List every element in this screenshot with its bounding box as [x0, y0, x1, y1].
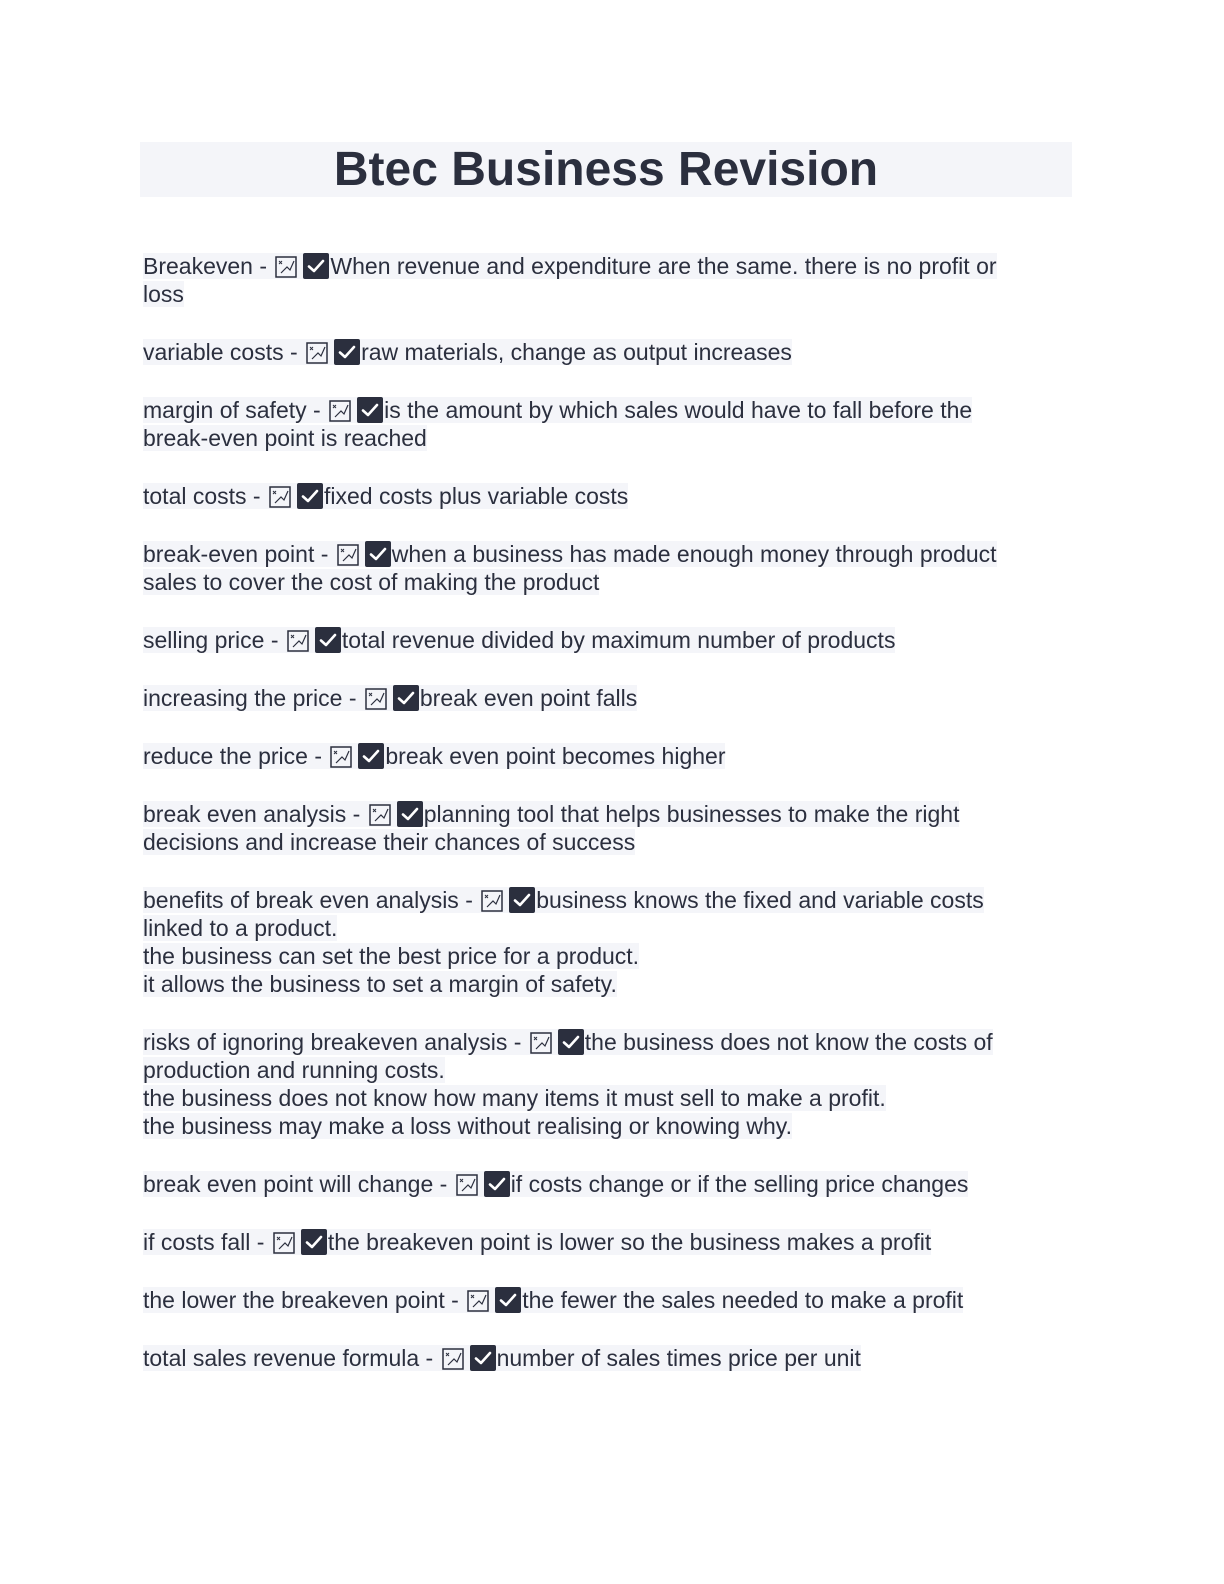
flashcard-entry	[143, 1028, 1043, 1140]
definition: When revenue and expenditure are the same. there is no profit or loss	[143, 253, 997, 307]
flashcard-entry	[143, 1344, 1043, 1372]
check-mark-icon	[393, 685, 419, 711]
check-mark-icon	[357, 397, 383, 423]
check-mark-icon	[558, 1029, 584, 1055]
term: increasing the price -	[143, 685, 357, 711]
flashcard-entry	[143, 1286, 1043, 1314]
definition-line: the business may make a loss without realising or knowing why.	[143, 1113, 792, 1139]
check-mark-icon	[303, 253, 329, 279]
term: break even point will change -	[143, 1171, 448, 1197]
checkbox-outline-icon	[306, 342, 328, 364]
flashcard-entry	[143, 482, 1043, 510]
flashcard-list	[143, 252, 1043, 1402]
term: risks of ignoring breakeven analysis -	[143, 1029, 522, 1055]
definition: fixed costs plus variable costs	[324, 483, 629, 509]
flashcard-entry	[143, 886, 1043, 998]
term: break-even point -	[143, 541, 329, 567]
term: Breakeven -	[143, 253, 268, 279]
flashcard-entry	[143, 252, 1043, 308]
definition: if costs change or if the selling price changes	[510, 1171, 969, 1197]
term: total costs -	[143, 483, 261, 509]
check-mark-icon	[301, 1229, 327, 1255]
term: the lower the breakeven point -	[143, 1287, 459, 1313]
flashcard-entry	[143, 626, 1043, 654]
definition-line: it allows the business to set a margin of safety.	[143, 971, 617, 997]
page-title: Btec Business Revision	[333, 143, 879, 196]
check-mark-icon	[358, 743, 384, 769]
checkbox-outline-icon	[337, 544, 359, 566]
definition: total revenue divided by maximum number of products	[341, 627, 896, 653]
term: if costs fall -	[143, 1229, 265, 1255]
definition: is the amount by which sales would have to fall before the break-even point is reached	[143, 397, 973, 451]
definition: when a business has made enough money through product sales to cover the cost of making the product	[143, 541, 997, 595]
checkbox-outline-icon	[369, 804, 391, 826]
check-mark-icon	[334, 339, 360, 365]
flashcard-entry	[143, 396, 1043, 452]
check-mark-icon	[297, 483, 323, 509]
check-mark-icon	[495, 1287, 521, 1313]
flashcard-entry	[143, 1228, 1043, 1256]
term: benefits of break even analysis -	[143, 887, 473, 913]
checkbox-outline-icon	[365, 688, 387, 710]
term: variable costs -	[143, 339, 298, 365]
checkbox-outline-icon	[456, 1174, 478, 1196]
flashcard-entry	[143, 1170, 1043, 1198]
definition: business knows the fixed and variable costs linked to a product.	[143, 887, 984, 941]
flashcard-entry	[143, 540, 1043, 596]
definition: break even point becomes higher	[385, 743, 726, 769]
definition: raw materials, change as output increases	[361, 339, 792, 365]
checkbox-outline-icon	[275, 256, 297, 278]
definition: the fewer the sales needed to make a profit	[522, 1287, 964, 1313]
definition: planning tool that helps businesses to make the right decisions and increase their chances of success	[143, 801, 960, 855]
flashcard-entry	[143, 742, 1043, 770]
term: selling price -	[143, 627, 279, 653]
checkbox-outline-icon	[330, 746, 352, 768]
flashcard-entry	[143, 684, 1043, 712]
checkbox-outline-icon	[273, 1232, 295, 1254]
check-mark-icon	[470, 1345, 496, 1371]
definition-line: the business does not know how many items it must sell to make a profit.	[143, 1085, 886, 1111]
checkbox-outline-icon	[467, 1290, 489, 1312]
term: total sales revenue formula -	[143, 1345, 434, 1371]
term: reduce the price -	[143, 743, 322, 769]
flashcard-entry	[143, 800, 1043, 856]
check-mark-icon	[484, 1171, 510, 1197]
definition: the business does not know the costs of production and running costs.	[143, 1029, 993, 1083]
definition: the breakeven point is lower so the business makes a profit	[327, 1229, 932, 1255]
checkbox-outline-icon	[269, 486, 291, 508]
check-mark-icon	[509, 887, 535, 913]
checkbox-outline-icon	[481, 890, 503, 912]
flashcard-entry	[143, 338, 1043, 366]
checkbox-outline-icon	[287, 630, 309, 652]
checkbox-outline-icon	[530, 1032, 552, 1054]
check-mark-icon	[397, 801, 423, 827]
check-mark-icon	[365, 541, 391, 567]
check-mark-icon	[315, 627, 341, 653]
definition-line: the business can set the best price for a product.	[143, 943, 640, 969]
checkbox-outline-icon	[442, 1348, 464, 1370]
definition: number of sales times price per unit	[496, 1345, 861, 1371]
term: margin of safety -	[143, 397, 321, 423]
term: break even analysis -	[143, 801, 361, 827]
definition: break even point falls	[419, 685, 638, 711]
checkbox-outline-icon	[329, 400, 351, 422]
